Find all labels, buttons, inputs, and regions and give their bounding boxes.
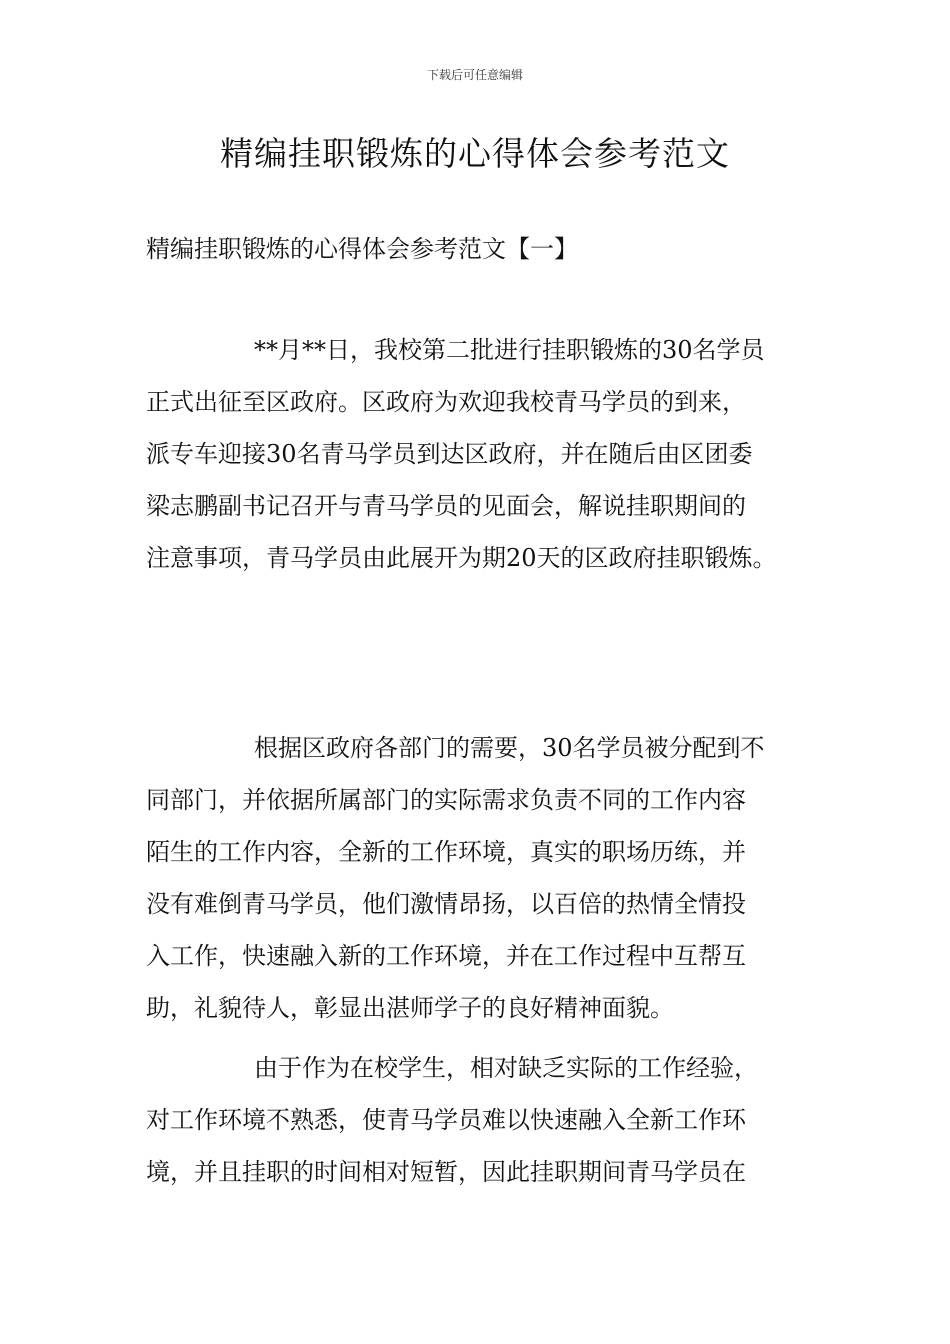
paragraph-2: 根据区政府各部门的需要，30名学员被分配到不 同部门，并依据所属部门的实际需求负责不同的工作内容 陌生的工作内容，全新的工作环境，真实的职场历练，并 没有难倒青马学员，他们激情昂扬，以百倍的热情全情投 入工作，快速融入新的工作环境，并在工作过程中互帮互 助，礼貌待人，彰显出湛师学子的良好精神面貌。 bbox=[146, 734, 765, 1022]
document-title: 精编挂职锻炼的心得体会参考范文 bbox=[220, 134, 730, 173]
paragraph-3: 由于作为在校学生，相对缺乏实际的工作经验， 对工作环境不熟悉，使青马学员难以快速融入全新工作环 境，并且挂职的时间相对短暂，因此挂职期间青马学员在 bbox=[146, 1054, 758, 1186]
section-heading: 精编挂职锻炼的心得体会参考范文【一】 bbox=[146, 235, 578, 263]
paragraph-1: **月**日，我校第二批进行挂职锻炼的30名学员 正式出征至区政府。区政府为欢迎我校青马学员的到来， 派专车迎接30名青马学员到达区政府，并在随后由区团委 梁志鹏副书记召开与青马学员的见面会，解说挂职期间的 注意事项，青马学员由此展开为期20天的区政府挂职锻炼。 bbox=[146, 336, 777, 572]
header-note: 下载后可任意编辑 bbox=[426, 68, 523, 82]
